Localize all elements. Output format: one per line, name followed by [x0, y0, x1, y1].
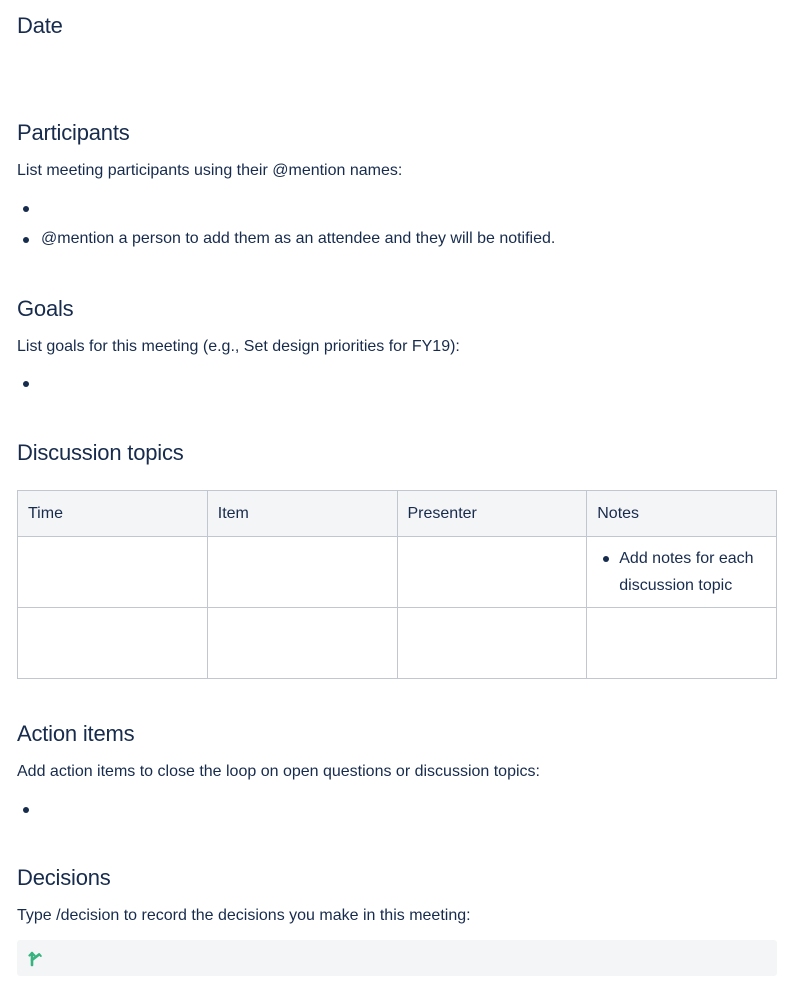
discussion-topics-table — [17, 490, 777, 679]
discussion-topics-heading: Discussion topics — [17, 440, 184, 465]
participants-heading: Participants — [17, 120, 130, 145]
date-heading: Date — [17, 13, 63, 38]
participants-list — [17, 196, 555, 258]
presenter-cell[interactable] — [397, 608, 587, 679]
item-cell[interactable] — [207, 608, 397, 679]
notes-cell[interactable] — [587, 608, 777, 679]
notes-list-item[interactable]: Add notes for each discussion topic — [597, 545, 766, 599]
column-header-presenter[interactable]: Presenter — [397, 491, 587, 537]
column-header-notes[interactable]: Notes — [587, 491, 777, 537]
presenter-cell[interactable] — [397, 537, 587, 608]
action-list-item[interactable] — [17, 797, 41, 821]
action-items-intro: Add action items to close the loop on open questions or discussion topics: — [17, 763, 540, 780]
decisions-heading: Decisions — [17, 865, 111, 890]
table-row — [18, 537, 777, 608]
goals-intro: List goals for this meeting (e.g., Set design priorities for FY19): — [17, 338, 460, 355]
decisions-intro: Type /decision to record the decisions you make in this meeting: — [17, 907, 471, 924]
participant-list-item[interactable]: @mention a person to add them as an attendee and they will be notified. — [17, 227, 555, 251]
notes-cell[interactable] — [587, 537, 777, 608]
table-header-row — [18, 491, 777, 537]
column-header-item[interactable]: Item — [207, 491, 397, 537]
goal-list-item[interactable] — [17, 371, 41, 395]
goals-list — [17, 371, 41, 395]
participants-intro: List meeting participants using their @mention names: — [17, 162, 403, 179]
decision-item[interactable] — [17, 940, 777, 976]
decision-icon-svg — [28, 950, 46, 968]
item-cell[interactable] — [207, 537, 397, 608]
participant-list-item[interactable] — [17, 196, 555, 220]
time-cell[interactable] — [18, 537, 208, 608]
action-items-heading: Action items — [17, 721, 135, 746]
time-cell[interactable] — [18, 608, 208, 679]
column-header-time[interactable]: Time — [18, 491, 208, 537]
notes-list — [597, 545, 766, 599]
goals-heading: Goals — [17, 296, 74, 321]
action-items-list — [17, 797, 41, 821]
table-row — [18, 608, 777, 679]
decision-icon — [28, 950, 46, 968]
